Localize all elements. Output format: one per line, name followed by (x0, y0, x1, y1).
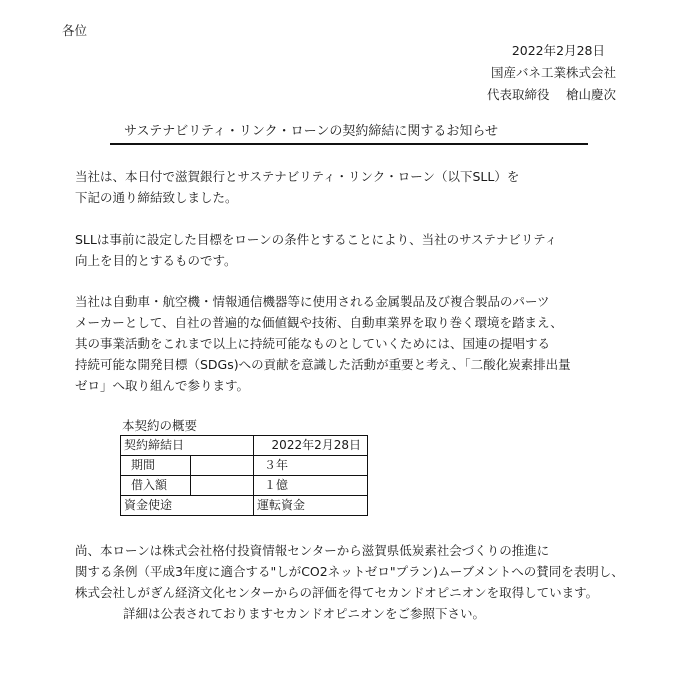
table-empty-cell (191, 456, 254, 476)
table-row (121, 476, 368, 496)
table-label: 借入額 (121, 476, 191, 496)
summary-caption: 本契約の概要 (122, 418, 198, 433)
table-value: 2022年2月28日 (254, 436, 368, 456)
footer-line: 関する条例（平成3年度に適合する"しがCO2ネットゼロ"プラン)ムーブメントへの賛同を表明し、 (75, 564, 624, 579)
table-row (121, 436, 368, 456)
table-empty-cell (191, 476, 254, 496)
paragraph-line: メーカーとして、自社の普遍的な価値観や技術、自動車業界を取り巻く環境を踏まえ、 (75, 315, 563, 330)
table-label: 契約締結日 (121, 436, 254, 456)
paragraph-line: 当社は、本日付で滋賀銀行とサステナビリティ・リンク・ローン（以下SLL）を (75, 169, 520, 184)
summary-table (120, 435, 368, 516)
table-value: 運転資金 (254, 496, 368, 516)
notice-title: サステナビリティ・リンク・ローンの契約締結に関するお知らせ (124, 124, 499, 139)
paragraph-2 (75, 229, 557, 271)
paragraph-line: SLLは事前に設定した目標をローンの条件とすることにより、当社のサステナビリティ (75, 232, 558, 247)
footer-paragraph (75, 540, 624, 624)
notice-title-block (110, 122, 588, 145)
table-value: ３年 (254, 456, 368, 476)
table-row (121, 496, 368, 516)
footer-line: 株式会社しがぎん経済文化センターからの評価を得てセカンドオピニオンを取得しています。 (75, 585, 599, 600)
paragraph-line: ゼロ」へ取り組んで参ります。 (75, 378, 250, 393)
footer-line: 詳細は公表されておりますセカンドオピニオンをご参照下さい。 (123, 606, 486, 621)
paragraph-line: 当社は自動車・航空機・情報通信機器等に使用される金属製品及び複合製品のパーツ (75, 294, 550, 309)
paragraph-line: 向上を目的とするものです。 (75, 253, 237, 268)
company-name: 国産バネ工業株式会社 (490, 65, 616, 80)
table-label: 期間 (121, 456, 191, 476)
date: 2022年2月28日 (511, 43, 605, 58)
paragraph-line: 持続可能な開発目標（SDGs)への貢献を意識した活動が重要と考え、「二酸化炭素排出量 (75, 357, 571, 372)
paragraph-1 (75, 166, 519, 208)
paragraph-line: 其の事業活動をこれまで以上に持続可能なものとしていくためには、国連の提唱する (75, 336, 551, 351)
addressee: 各位 (62, 23, 88, 38)
table-row (121, 456, 368, 476)
table-value: １億 (254, 476, 368, 496)
representative: 代表取締役 槍山慶次 (487, 87, 616, 102)
table-label: 資金使途 (121, 496, 254, 516)
footer-line: 尚、本ローンは株式会社格付投資情報センターから滋賀県低炭素社会づくりの推進に (75, 543, 550, 558)
paragraph-line: 下記の通り締結致しました。 (75, 190, 238, 205)
paragraph-3 (75, 291, 571, 396)
title-underline (110, 143, 588, 145)
